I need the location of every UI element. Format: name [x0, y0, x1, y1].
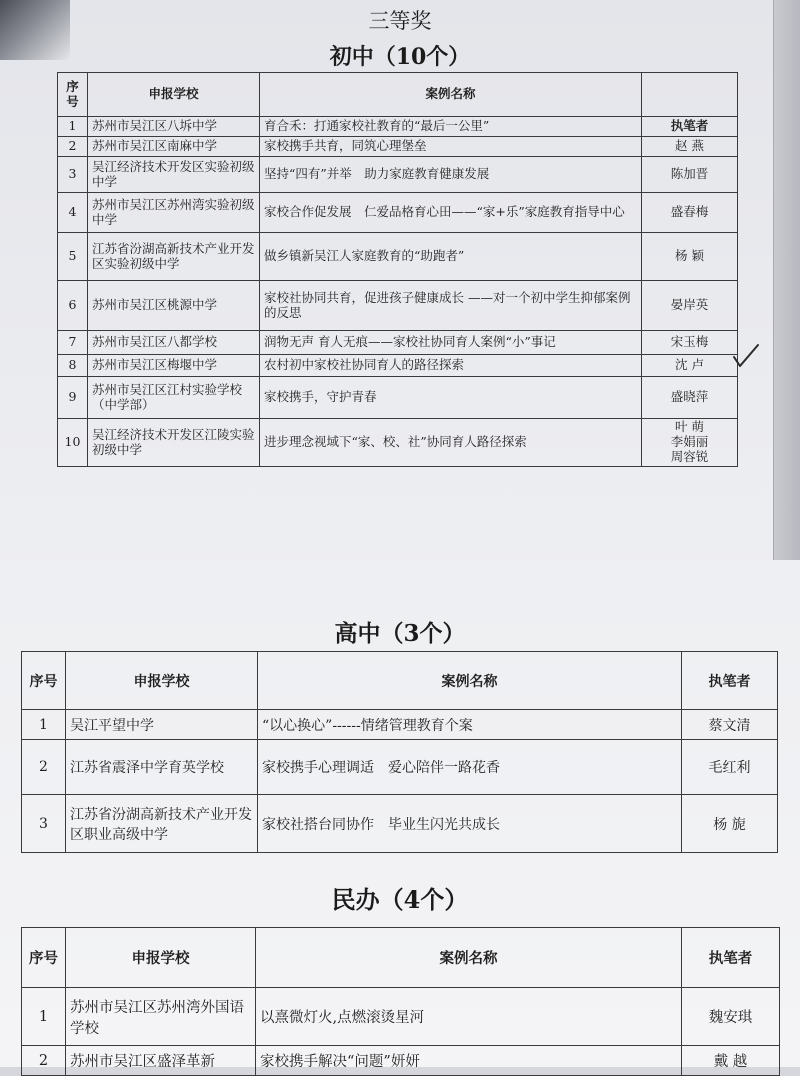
header-index: 序号 [58, 73, 88, 117]
row-school: 江苏省汾湖高新技术产业开发区实验初级中学 [88, 233, 260, 281]
row-case: 以熹微灯火,点燃滚烫星河 [256, 988, 682, 1046]
row-school: 苏州市吴江区梅堰中学 [88, 355, 260, 377]
header-case: 案例名称 [260, 73, 642, 117]
row-case: 家校携手心理调适 爱心陪伴一路花香 [258, 740, 682, 795]
row-author: 晏岸英 [642, 281, 738, 331]
header-author: 执笔者 [682, 928, 780, 988]
row-index: 10 [58, 419, 88, 467]
row-author [642, 419, 738, 467]
row-school: 苏州市吴江区八都学校 [88, 331, 260, 355]
table-row [58, 419, 738, 467]
table-row [58, 137, 738, 157]
row-author: 陈加晋 [642, 157, 738, 193]
row-case: 育合禾：打通家校社教育的“最后一公里” [260, 117, 642, 137]
row-author: 沈 卢 [642, 355, 738, 377]
row-author: 盛晓萍 [642, 377, 738, 419]
row-author-extra: 周容锐 [670, 448, 709, 464]
senior-section-title: 高中（3个） [334, 620, 466, 647]
row-case: “以心换心”------情绪管理教育个案 [258, 710, 682, 740]
row-author: 魏安琪 [682, 988, 780, 1046]
row-author: 宋玉梅 [642, 331, 738, 355]
row-index: 4 [58, 193, 88, 233]
row-school: 苏州市吴江区八坼中学 [88, 117, 260, 137]
row-index: 2 [22, 1046, 66, 1076]
row-case: 家校社协同共育，促进孩子健康成长 ——对一个初中学生抑郁案例的反思 [260, 281, 642, 331]
row-case: 家校合作促发展 仁爱品格育心田——“家+乐”家庭教育指导中心 [260, 193, 642, 233]
row-author-primary: 叶 萌 [675, 419, 704, 435]
table-row [22, 795, 778, 853]
row-case: 家校社搭台同协作 毕业生闪光共成长 [258, 795, 682, 853]
table-row [58, 233, 738, 281]
row-case: 家校携手解决“问题”妍妍 [256, 1046, 682, 1076]
table-row [58, 377, 738, 419]
row-school: 苏州市吴江区苏州湾外国语学校 [66, 988, 256, 1046]
table-row [58, 157, 738, 193]
header-index: 序号 [22, 928, 66, 988]
row-index: 2 [22, 740, 66, 795]
senior-table [21, 651, 778, 853]
row-school: 江苏省震泽中学育英学校 [66, 740, 258, 795]
header-index: 序号 [22, 652, 66, 710]
row-author: 杨 颖 [642, 233, 738, 281]
row-case: 家校携手，守护青春 [260, 377, 642, 419]
table-row [58, 281, 738, 331]
table-row [22, 710, 778, 740]
row-author: 盛春梅 [642, 193, 738, 233]
row-index: 6 [58, 281, 88, 331]
row-case: 家校携手共育，同筑心理堡垒 [260, 137, 642, 157]
row-case: 润物无声 育人无痕——家校社协同育人案例“小”事记 [260, 331, 642, 355]
row-index: 1 [58, 117, 88, 137]
row-author: 毛红利 [682, 740, 778, 795]
junior-table [57, 72, 738, 467]
row-index: 2 [58, 137, 88, 157]
row-index: 3 [58, 157, 88, 193]
row-index: 1 [22, 988, 66, 1046]
row-author: 蔡文清 [682, 710, 778, 740]
row-school: 苏州市吴江区盛泽革新 [66, 1046, 256, 1076]
row-case: 做乡镇新吴江人家庭教育的“助跑者” [260, 233, 642, 281]
header-author [642, 73, 738, 117]
header-school: 申报学校 [66, 928, 256, 988]
private-section-title: 民办（4个） [331, 885, 469, 914]
table-row [58, 193, 738, 233]
table-row [58, 331, 738, 355]
row-index: 9 [58, 377, 88, 419]
row-school: 吴江平望中学 [66, 710, 258, 740]
row-index: 3 [22, 795, 66, 853]
table-row [22, 1046, 780, 1076]
underlying-page-edge [773, 0, 800, 560]
row-author: 杨 旎 [682, 795, 778, 853]
row-index: 1 [22, 710, 66, 740]
award-title: 三等奖 [368, 9, 432, 33]
row-school: 吴江经济技术开发区实验初级中学 [88, 157, 260, 193]
row-school: 江苏省汾湖高新技术产业开发区职业高级中学 [66, 795, 258, 853]
table-row [58, 117, 738, 137]
row-school: 苏州市吴江区桃源中学 [88, 281, 260, 331]
checkmark-icon [731, 341, 761, 371]
row-case: 农村初中家校社协同育人的路径探索 [260, 355, 642, 377]
row-case: 进步理念视域下“家、校、社”协同育人路径探索 [260, 419, 642, 467]
row-school: 苏州市吴江区江村实验学校（中学部） [88, 377, 260, 419]
row-case: 坚持“四有”并举 助力家庭教育健康发展 [260, 157, 642, 193]
private-table [21, 927, 780, 1076]
junior-section-title: 初中（10个） [329, 44, 471, 70]
row-author: 戴 越 [682, 1046, 780, 1076]
table-row [58, 355, 738, 377]
header-case: 案例名称 [256, 928, 682, 988]
row-author: 赵 燕 [642, 137, 738, 157]
header-school: 申报学校 [88, 73, 260, 117]
row-school: 苏州市吴江区南麻中学 [88, 137, 260, 157]
header-case: 案例名称 [258, 652, 682, 710]
row-index: 5 [58, 233, 88, 281]
row-index: 7 [58, 331, 88, 355]
header-author: 执笔者 [682, 652, 778, 710]
row-author-extra: 李娟丽 [670, 434, 709, 450]
row-index: 8 [58, 355, 88, 377]
row-school: 吴江经济技术开发区江陵实验初级中学 [88, 419, 260, 467]
table-row [22, 740, 778, 795]
table-row [22, 988, 780, 1046]
header-school: 申报学校 [66, 652, 258, 710]
row-school: 苏州市吴江区苏州湾实验初级中学 [88, 193, 260, 233]
header-author-label: 执笔者 [642, 117, 738, 137]
